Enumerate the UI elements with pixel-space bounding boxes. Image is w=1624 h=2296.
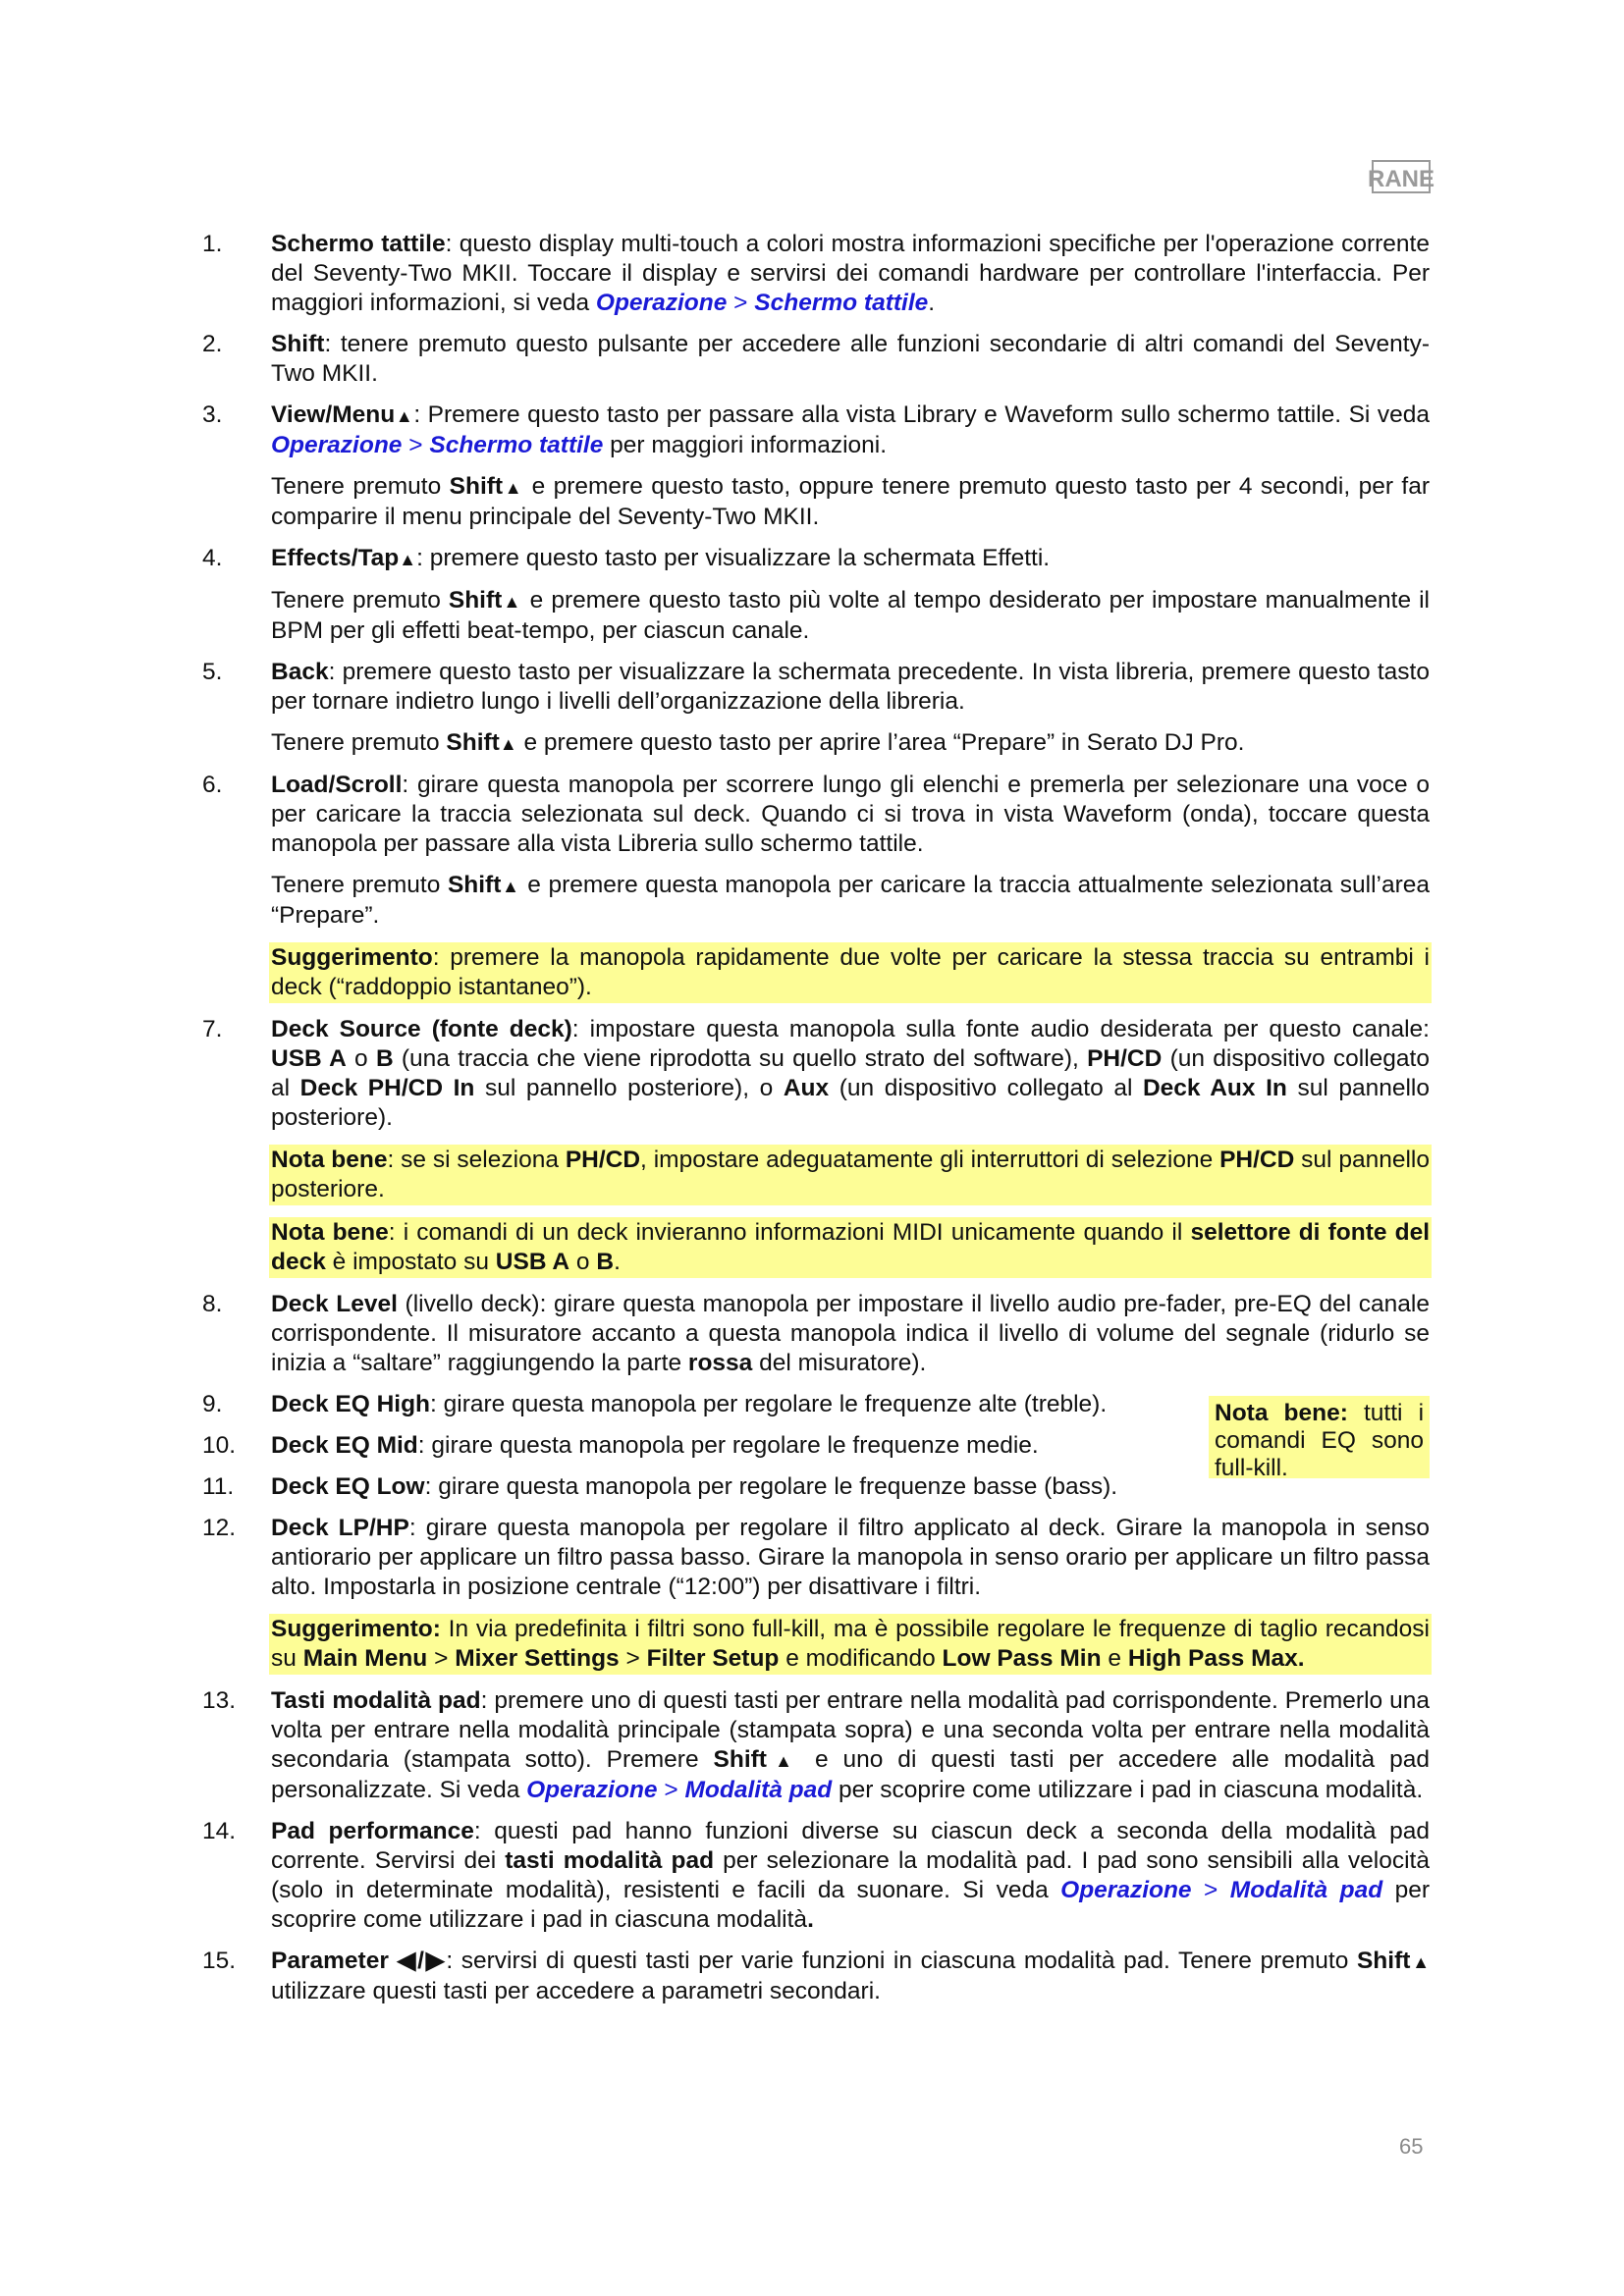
list-item: 4. Effects/Tap▲: premere questo tasto per visualizzare la schermata Effetti. Tenere premuto Shift▲ e premere questo tasto più volte al tempo desiderato per impostare manualmente il BPM per gli effetti beat-tempo, per ciascun canale. (202, 545, 1430, 644)
list-item: 15. Parameter ◀/▶: servirsi di questi tasti per varie funzioni in ciascuna modalità pad. Tenere premuto Shift▲ utilizzare questi tasti per accedere a parametri secondari. (202, 1948, 1431, 2004)
list-item: 3. View/Menu▲: Premere questo tasto per passare alla vista Library e Waveform sullo schermo tattile. Si veda Operazione > Schermo tattile per maggiori informazioni. Tenere premuto Shift▲ e premere questo tasto, oppure tenere premuto questo tasto per 4 secondi, per far comparire il menu principale del Seventy-Two MKII. (202, 401, 1431, 530)
link-operazione[interactable]: Operazione (595, 290, 728, 316)
note-box: Nota bene: se si seleziona PH/CD, impostare adeguatamente gli interruttori di selezione PH/CD sul pannello posteriore. (269, 1145, 1432, 1205)
link-modalita-pad[interactable]: Modalità pad (684, 1777, 833, 1803)
item-number: 3. (202, 401, 223, 428)
shift-arrow-icon: ▲ (399, 550, 417, 569)
item-title: Deck EQ Mid (271, 1432, 418, 1459)
list-item: 7. Deck Source (fonte deck): impostare questa manopola sulla fonte audio desiderata per questo canale: USB A o B (una traccia che viene riprodotta su quello strato del software), PH/CD (un dispositivo collegato al Deck PH/CD In sul pannello posteriore), o Aux (un dispositivo collegato al Deck Aux In sul pannello posteriore). Nota bene: se si seleziona PH/CD, impostare adeguatamente gli interruttori di selezione PH/CD sul pannello posteriore. Nota bene: i comandi di un deck invieranno informazioni MIDI unicamente quando il selettore di fonte del deck è impostato su USB A o B. (202, 1015, 1430, 1278)
link-modalita-pad[interactable]: Modalità pad (1229, 1877, 1383, 1903)
shift-arrow-icon: ▲ (395, 406, 414, 426)
item-number: 1. (202, 231, 223, 257)
shift-arrow-icon: ▲ (499, 734, 517, 754)
eq-note-box: Nota bene: tutti i comandi EQ sono full-kill. (1209, 1396, 1430, 1478)
item-number: 9. (202, 1391, 223, 1417)
shift-arrow-icon: ▲ (766, 1751, 801, 1771)
link-schermo-tattile[interactable]: Schermo tattile (754, 290, 929, 316)
document-body (202, 230, 1430, 2018)
page-number: 65 (1399, 2134, 1424, 2159)
link-operazione[interactable]: Operazione (526, 1777, 658, 1803)
list-item: 13. Tasti modalità pad: premere uno di questi tasti per entrare nella modalità pad corrispondente. Premerlo una volta per entrare nella modalità principale (stampata sopra) e una seconda volta per entrare nella modalità secondaria (stampata sotto). Premere Shift▲ e uno di questi tasti per accedere alle modalità pad personalizzate. Si veda Operazione > Modalità pad per scoprire come utilizzare i pad in ciascuna modalità. (202, 1687, 1430, 1803)
item-title: Pad performance (271, 1818, 474, 1844)
list-item: 2. Shift: tenere premuto questo pulsante per accedere alle funzioni secondarie di altri comandi del Seventy-Two MKII. (202, 331, 1430, 387)
list-item: 1. Schermo tattile: questo display multi-touch a colori mostra informazioni specifiche per l'operazione corrente del Seventy-Two MKII. Toccare il display e servirsi dei comandi hardware per controllare l'interfaccia. Per maggiori informazioni, si veda Operazione > Schermo tattile. (202, 231, 1430, 316)
item-title: Back (271, 659, 329, 685)
list-item: 10. Deck EQ Mid: girare questa manopola per regolare le frequenze medie. (202, 1432, 1039, 1459)
item-title: Effects/Tap (271, 545, 400, 571)
shift-arrow-icon: ▲ (501, 877, 520, 896)
item-title: Load/Scroll (271, 772, 403, 798)
tip-box: Suggerimento: premere la manopola rapidamente due volte per caricare la stessa traccia su entrambi i deck (“raddoppio istantaneo”). (269, 942, 1432, 1003)
item-title: Schermo tattile (271, 231, 446, 257)
list-item: 8. Deck Level (livello deck): girare questa manopola per impostare il livello audio pre-fader, pre-EQ del canale corrispondente. Il misuratore accanto a questa manopola indica il livello di volume del segnale (ridurlo se inizia a “saltare” raggiungendo la parte rossa del misuratore). (202, 1291, 1430, 1376)
link-operazione[interactable]: Operazione (1060, 1877, 1192, 1903)
item-number: 4. (202, 545, 223, 571)
item-number: 5. (202, 659, 223, 685)
item-number: 13. (202, 1687, 237, 1714)
item-title: Deck LP/HP (271, 1515, 409, 1541)
list-item: 9. Deck EQ High: girare questa manopola per regolare le frequenze alte (treble). (202, 1391, 1108, 1417)
item-title: Deck EQ Low (271, 1473, 425, 1500)
item-number: 11. (202, 1473, 235, 1500)
item-number: 14. (202, 1818, 237, 1844)
item-number: 6. (202, 772, 223, 798)
item-number: 10. (202, 1432, 237, 1459)
link-schermo-tattile[interactable]: Schermo tattile (429, 432, 604, 458)
item-title: Deck Source (fonte deck) (271, 1016, 572, 1042)
item-number: 12. (202, 1515, 237, 1541)
list-item: 11. Deck EQ Low: girare questa manopola per regolare le frequenze basse (bass). (202, 1473, 1118, 1500)
item-title: Shift (271, 331, 325, 357)
item-title: View/Menu (271, 401, 396, 428)
item-number: 7. (202, 1016, 223, 1042)
shift-arrow-icon: ▲ (503, 478, 524, 498)
item-title: Tasti modalità pad (271, 1687, 481, 1714)
rane-logo (1367, 157, 1435, 196)
list-item: 5. Back: premere questo tasto per visualizzare la schermata precedente. In vista libreria, premere questo tasto per tornare indietro lungo i livelli dell’organizzazione della libreria. Tenere premuto Shift▲ e premere questo tasto per aprire l’area “Prepare” in Serato DJ Pro. (202, 658, 1430, 759)
list-item: 12. Deck LP/HP: girare questa manopola per regolare il filtro applicato al deck. Girare la manopola in senso antiorario per applicare un filtro passa basso. Girare la manopola in senso orario per applicare un filtro passa alto. Impostarla in posizione centrale (“12:00”) per disattivare i filtri. Suggerimento: In via predefinita i filtri sono full-kill, ma è possibile regolare le frequenze di taglio recandosi su Main Menu > Mixer Settings > Filter Setup e modificando Low Pass Min e High Pass Max. (202, 1514, 1430, 1675)
item-title: Deck Level (271, 1291, 398, 1317)
item-title: Parameter ◀/▶ (271, 1948, 447, 1974)
list-item: 6. Load/Scroll: girare questa manopola per scorrere lungo gli elenchi e premerla per selezionare una voce o per caricare la traccia selezionata sul deck. Quando ci si trova in vista Waveform (onda), toccare questa manopola per passare alla vista Libreria sullo schermo tattile. Tenere premuto Shift▲ e premere questa manopola per caricare la traccia attualmente selezionata sull’area “Prepare”. Suggerimento: premere la manopola rapidamente due volte per caricare la stessa traccia su entrambi i deck (“raddoppio istantaneo”). (202, 771, 1430, 1003)
tip-box: Suggerimento: In via predefinita i filtri sono full-kill, ma è possibile regolare le frequenze di taglio recandosi su Main Menu > Mixer Settings > Filter Setup e modificando Low Pass Min e High Pass Max. (269, 1614, 1432, 1675)
eq-group (202, 1390, 1430, 1514)
shift-arrow-icon: ▲ (1410, 1952, 1431, 1972)
item-number: 15. (202, 1948, 237, 1974)
note-box: Nota bene: i comandi di un deck invieranno informazioni MIDI unicamente quando il selettore di fonte del deck è impostato su USB A o B. (269, 1217, 1432, 1278)
item-number: 8. (202, 1291, 223, 1317)
item-title: Deck EQ High (271, 1391, 431, 1417)
shift-arrow-icon: ▲ (502, 592, 522, 612)
item-number: 2. (202, 331, 223, 357)
link-operazione[interactable]: Operazione (271, 432, 403, 458)
list-item: 14. Pad performance: questi pad hanno funzioni diverse su ciascun deck a seconda della modalità pad corrente. Servirsi dei tasti modalità pad per selezionare la modalità pad. I pad sono sensibili alla velocità (solo in determinate modalità), resistenti e facili da suonare. Si veda Operazione > Modalità pad per scoprire come utilizzare i pad in ciascuna modalità. (202, 1818, 1431, 1933)
logo-text: RANE (1367, 166, 1435, 192)
